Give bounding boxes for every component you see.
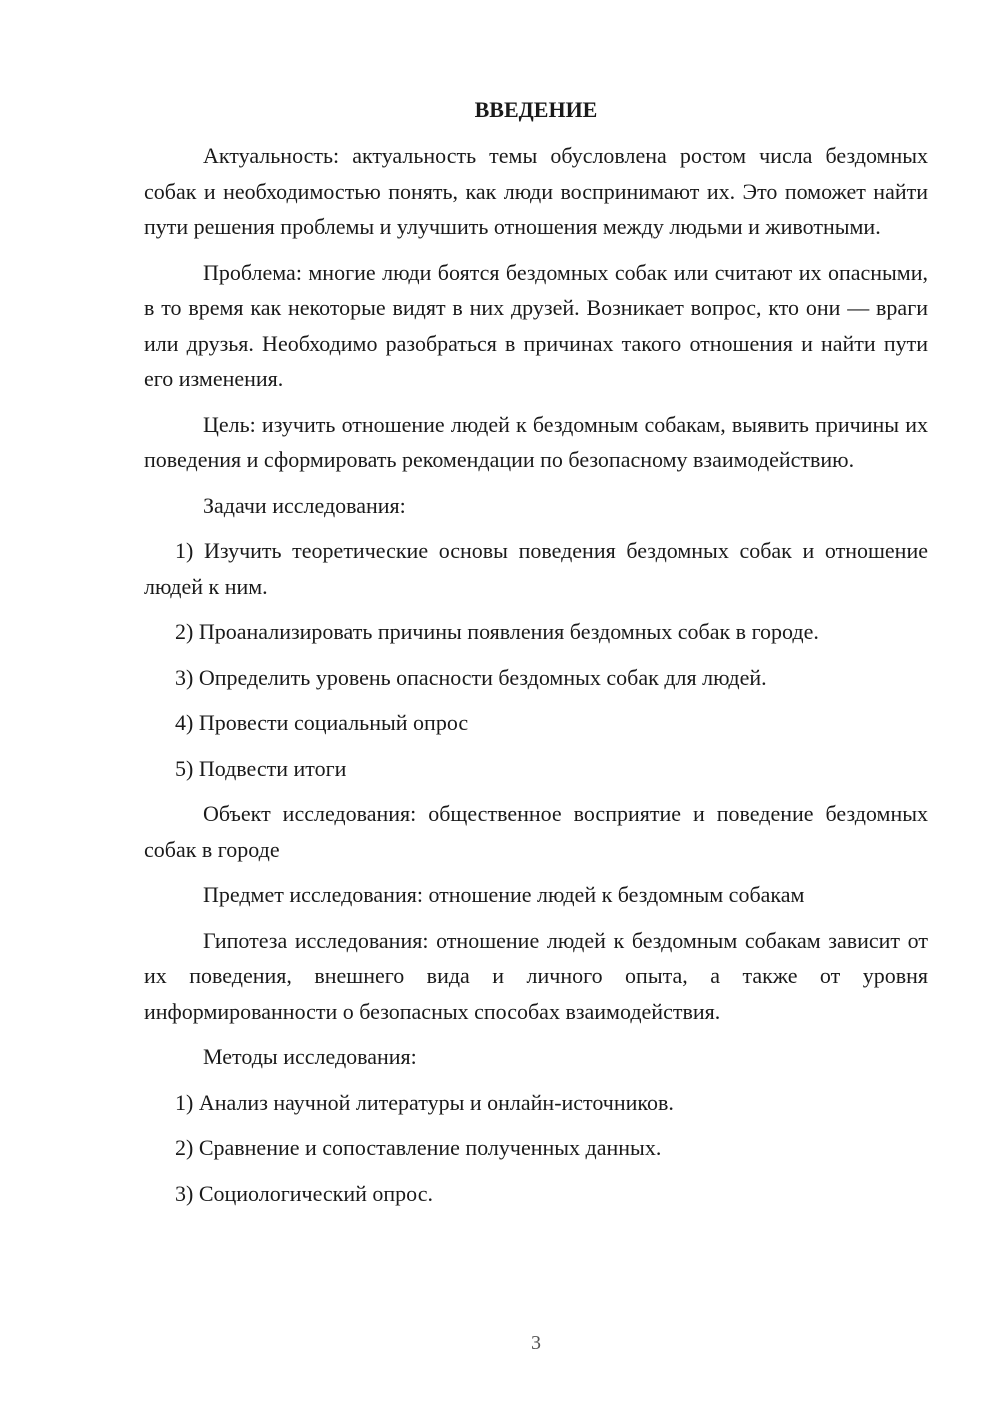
relevance-paragraph: Актуальность: актуальность темы обусловлена ростом числа бездомных собак и необходимостью понять, как люди воспринимают их. Это поможет найти пути решения проблемы и улучшить отношения между людьми и животными. xyxy=(144,143,928,239)
tasks-heading: Задачи исследования: xyxy=(203,492,406,518)
problem-paragraph: Проблема: многие люди боятся бездомных собак или считают их опасными, в то время как некоторые видят в них друзей. Возникает вопрос, кто они — враги или друзья. Необходимо разобраться в причинах такого отношения и найти пути его изменения. xyxy=(144,259,928,391)
method-item: 3) Социологический опрос. xyxy=(175,1180,433,1206)
goal-paragraph: Цель: изучить отношение людей к бездомным собакам, выявить причины их поведения и сформировать рекомендации по безопасному взаимодействию. xyxy=(144,411,928,472)
document-page xyxy=(144,96,928,1221)
task-item: 3) Определить уровень опасности бездомных собак для людей. xyxy=(175,664,767,690)
method-item: 1) Анализ научной литературы и онлайн-источников. xyxy=(175,1089,674,1115)
hypothesis-paragraph: Гипотеза исследования: отношение людей к бездомным собакам зависит от их поведения, внешнего вида и личного опыта, а также от уровня информированности о безопасных способах взаимодействия. xyxy=(144,927,928,1024)
subject-paragraph: Предмет исследования: отношение людей к бездомным собакам xyxy=(203,882,805,907)
page-number: 3 xyxy=(531,1332,541,1354)
task-item: 4) Провести социальный опрос xyxy=(175,710,469,735)
methods-heading: Методы исследования: xyxy=(203,1044,417,1069)
task-item: 1) Изучить теоретические основы поведения бездомных собак и отношение людей к ним. xyxy=(144,538,928,599)
task-item: 5) Подвести итоги xyxy=(175,755,347,781)
method-item: 2) Сравнение и сопоставление полученных данных. xyxy=(175,1135,662,1160)
task-item: 2) Проанализировать причины появления бездомных собак в городе. xyxy=(175,619,819,644)
section-title: ВВЕДЕНИЕ xyxy=(474,97,598,122)
object-paragraph: Объект исследования: общественное восприятие и поведение бездомных собак в городе xyxy=(144,801,928,862)
